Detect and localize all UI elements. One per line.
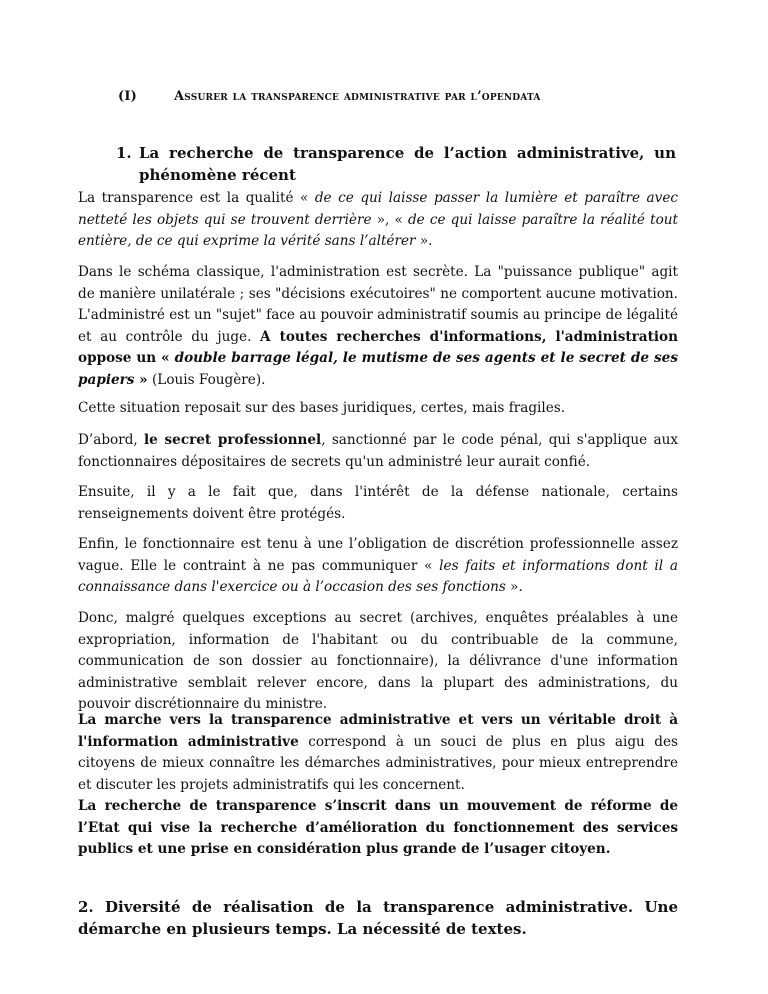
- section-1-number: 1.: [116, 144, 132, 162]
- main-heading-title: Assurer la transparence administrative par l’opendata: [174, 89, 541, 104]
- paragraph-situation: Cette situation reposait sur des bases juridiques, certes, mais fragiles.: [78, 400, 566, 416]
- paragraph-discretion: Enfin, le fonctionnaire est tenu à une l’obligation de discrétion professionnelle assez vague. Elle le contraint à ne pas communiquer « les faits et informations dont il a connaissance dans l'exercice ou à l’occasion des ses fonctions ».: [78, 536, 678, 595]
- section-2-heading: 2. Diversité de réalisation de la transparence administrative. Une démarche en plusieurs temps. La nécessité de textes.: [78, 898, 678, 938]
- paragraph-national-defense: Ensuite, il y a le fait que, dans l'intérêt de la défense nationale, certains renseignements doivent être protégés.: [78, 484, 678, 522]
- section-1-title: La recherche de transparence de l’action administrative, un phénomène récent: [139, 144, 676, 184]
- paragraph-state-reform: La recherche de transparence s’inscrit dans un mouvement de réforme de l’Etat qui vise la recherche d’amélioration du fonctionnement des services publics et une prise en considération plus grande de l’usager citoyen.: [78, 798, 678, 857]
- main-heading: [118, 89, 541, 104]
- main-heading-number: (I): [118, 89, 137, 104]
- section-1-heading: [116, 142, 676, 186]
- paragraph-transparency-march: La marche vers la transparence administrative et vers un véritable droit à l'information administrative correspond à un souci de plus en plus aigu des citoyens de mieux connaître les démarches administratives, pour mieux entreprendre et discuter les projets administratifs qui les concernent.: [78, 712, 678, 793]
- paragraph-classic-scheme: Dans le schéma classique, l'administration est secrète. La "puissance publique" agit de manière unilatérale ; ses "décisions exécutoires" ne comportent aucune motivation. L'administré est un "sujet" face au pouvoir administratif soumis au principe de légalité et au contrôle du juge. A toutes recherches d'informations, l'administration oppose un « double barrage légal, le mutisme de ses agents et le secret de ses papiers » (Louis Fougère).: [78, 264, 678, 388]
- paragraph-professional-secret: D’abord, le secret professionnel, sanctionné par le code pénal, qui s'applique aux fonctionnaires dépositaires de secrets qu'un administré leur aurait confié.: [78, 432, 678, 470]
- paragraph-definition: La transparence est la qualité « de ce qui laisse passer la lumière et paraître avec netteté les objets qui se trouvent derrière », « de ce qui laisse paraître la réalité tout entière, de ce qui exprime la vérité sans l’altérer ».: [78, 190, 679, 249]
- paragraph-exceptions: Donc, malgré quelques exceptions au secret (archives, enquêtes préalables à une expropriation, information de l'habitant ou du contribuable de la commune, communication de son dossier au fonctionnaire), la délivrance d'une information administrative semblait relever encore, dans la plupart des administrations, du pouvoir discrétionnaire du ministre.: [78, 610, 678, 712]
